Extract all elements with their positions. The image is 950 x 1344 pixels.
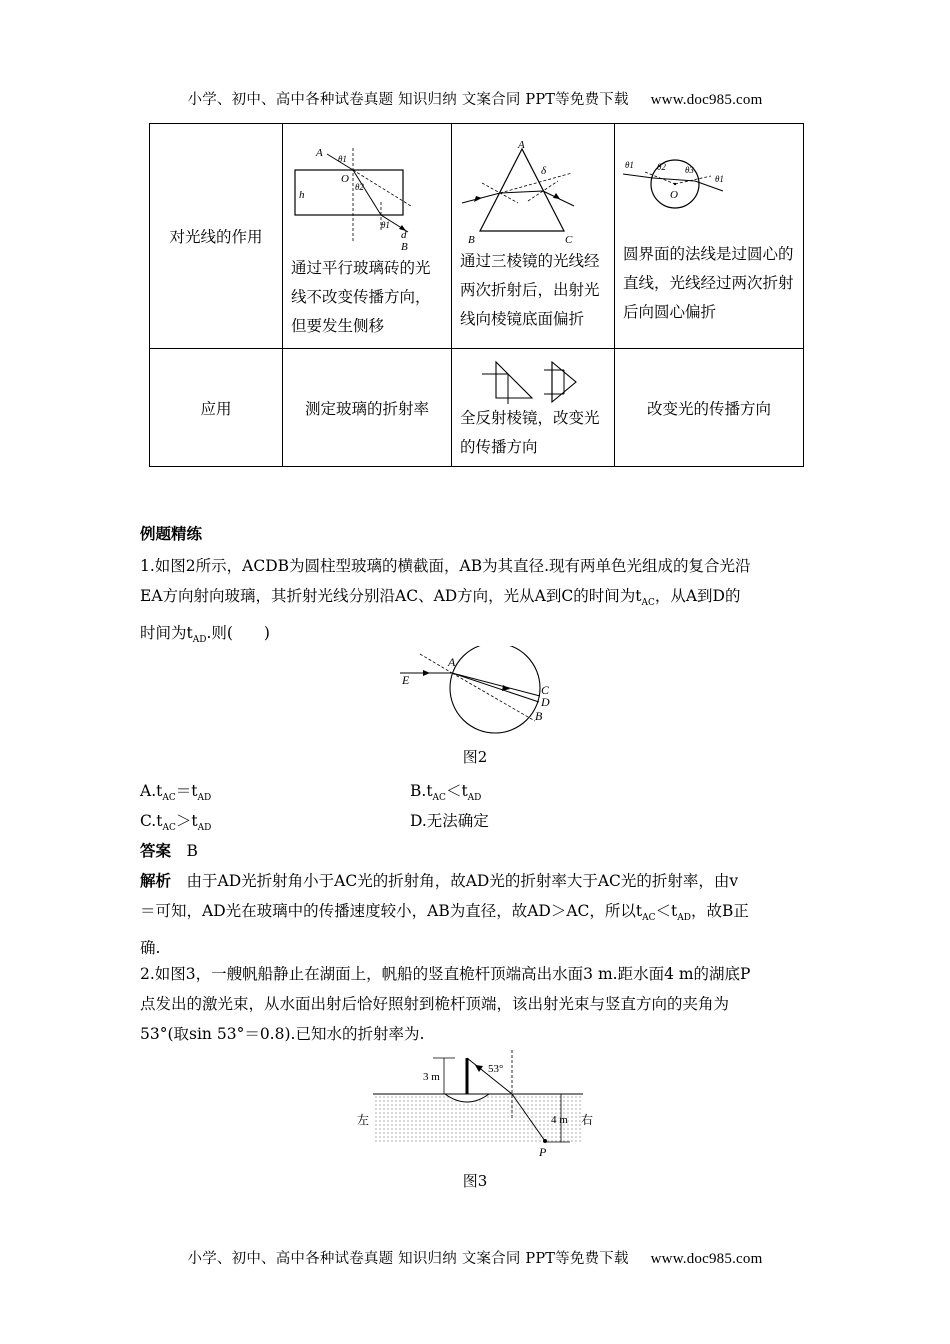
svg-text:53°: 53° <box>488 1063 504 1075</box>
figure-2 <box>390 646 570 736</box>
analysis-line1-wrap: 解析 由于AD光折射角小于AC光的折射角，故AD光的折射率大于AC光的折射率，由v <box>140 871 739 890</box>
slab-cell <box>283 124 452 349</box>
question-1 <box>140 551 810 655</box>
option-a[interactable]: $A.t_{AC}=t_{AD}$ <box>140 782 212 804</box>
glass-slab-figure <box>283 132 451 254</box>
prism-cell <box>452 124 615 349</box>
option-c[interactable]: $C.t_{AC}>t_{AD}$ <box>140 812 212 834</box>
q1-line3-wrap: 时间为$t_{AD}$.则( ) <box>140 624 270 646</box>
svg-text:d: d <box>401 228 407 241</box>
sphere-application: 改变光的传播方向 <box>615 349 804 467</box>
q2-line2: 点发出的激光束，从水面出射后恰好照射到桅杆顶端，该出射光束与竖直方向的夹角为 <box>140 995 730 1013</box>
svg-text:A: A <box>316 146 323 159</box>
figure-3-caption: 图3 <box>462 1172 488 1190</box>
sphere-description: 圆界面的法线是过圆心的直线，光线经过两次折射后向圆心偏折 <box>623 244 794 321</box>
q1-line2-wrap: EA方向射向玻璃，其折射光线分别沿AC、AD方向，光从A到C的时间为$t_{AC}$，从A到D的 <box>140 587 741 609</box>
footer-url[interactable]: www.doc985.com <box>650 1251 763 1267</box>
slab-application: 测定玻璃的折射率 <box>283 349 452 467</box>
prism-application-text: 全反射棱镜，改变光的传播方向 <box>460 408 600 456</box>
svg-text:B: B <box>401 240 408 253</box>
svg-text:θ1: θ1 <box>715 173 724 184</box>
prism-figure <box>452 139 614 247</box>
svg-text:E: E <box>402 673 410 687</box>
figure-2-caption: 图2 <box>462 748 488 766</box>
answer-label: 答案 <box>140 841 172 860</box>
svg-text:θ1: θ1 <box>381 219 390 230</box>
table-row <box>150 349 804 467</box>
svg-text:C: C <box>541 683 550 697</box>
answer-line <box>140 839 198 861</box>
sphere-figure <box>615 146 803 240</box>
svg-text:O: O <box>341 172 349 185</box>
svg-text:θ1: θ1 <box>625 159 634 170</box>
svg-text:θ2: θ2 <box>355 181 364 192</box>
row-label: 对光线的作用 <box>150 124 283 349</box>
q2-line1: 2.如图3，一艘帆船静止在湖面上，帆船的竖直桅杆顶端高出水面3 m.距水面4 m的湖底P <box>140 965 751 983</box>
svg-text:D: D <box>541 695 550 709</box>
analysis <box>140 866 810 963</box>
svg-text:左: 左 <box>357 1113 370 1127</box>
total-reflection-prism-figure <box>452 354 614 404</box>
option-b[interactable]: $B.t_{AC}<t_{AD}$ <box>410 782 482 804</box>
question-2 <box>140 959 810 1049</box>
analysis-line2-wrap: ＝可知，AD光在玻璃中的传播速度较小，AB为直径，故AD＞AC，所以$t_{AC}<t_{AD}$，故B正 <box>140 902 749 924</box>
svg-text:3 m: 3 m <box>423 1071 440 1083</box>
analysis-line3: 确. <box>140 939 161 958</box>
svg-text:θ2: θ2 <box>657 161 666 172</box>
svg-text:h: h <box>299 188 305 201</box>
svg-text:B: B <box>535 709 543 723</box>
header-text: 小学、初中、高中各种试卷真题 知识归纳 文案合同 PPT等免费下载 <box>187 92 629 108</box>
svg-text:B: B <box>468 233 475 246</box>
row-label: 应用 <box>150 349 283 467</box>
svg-text:A: A <box>448 655 456 669</box>
svg-text:右: 右 <box>581 1113 594 1127</box>
answer-value: B <box>186 842 198 860</box>
svg-text:O: O <box>670 188 678 201</box>
slab-description: 通过平行玻璃砖的光线不改变传播方向，但要发生侧移 <box>291 258 431 335</box>
section-title: 例题精练 <box>140 524 203 543</box>
footer-text: 小学、初中、高中各种试卷真题 知识归纳 文案合同 PPT等免费下载 <box>187 1251 629 1267</box>
table-row <box>150 124 804 349</box>
q2-line3: 53°(取sin 53°＝0.8).已知水的折射率为. <box>140 1025 425 1043</box>
prism-description: 通过三棱镜的光线经两次折射后，出射光线向棱镜底面偏折 <box>460 251 600 328</box>
page-header <box>0 88 950 109</box>
svg-text:δ: δ <box>541 164 547 177</box>
sphere-cell <box>615 124 804 349</box>
header-url[interactable]: www.doc985.com <box>650 92 763 108</box>
svg-text:θ1: θ1 <box>338 153 347 164</box>
optics-table <box>149 123 804 467</box>
option-d[interactable]: D.无法确定 <box>410 812 489 830</box>
svg-text:4 m: 4 m <box>551 1114 568 1126</box>
svg-text:P: P <box>539 1145 547 1159</box>
svg-text:θ3: θ3 <box>685 164 694 175</box>
prism-application <box>452 349 615 467</box>
figure-3 <box>355 1048 605 1160</box>
q1-line1: 1.如图2所示，ACDB为圆柱型玻璃的横截面，AB为其直径.现有两单色光组成的复合光沿 <box>140 557 751 575</box>
svg-text:A: A <box>518 138 525 151</box>
svg-text:C: C <box>565 233 573 246</box>
page-footer <box>0 1247 950 1268</box>
